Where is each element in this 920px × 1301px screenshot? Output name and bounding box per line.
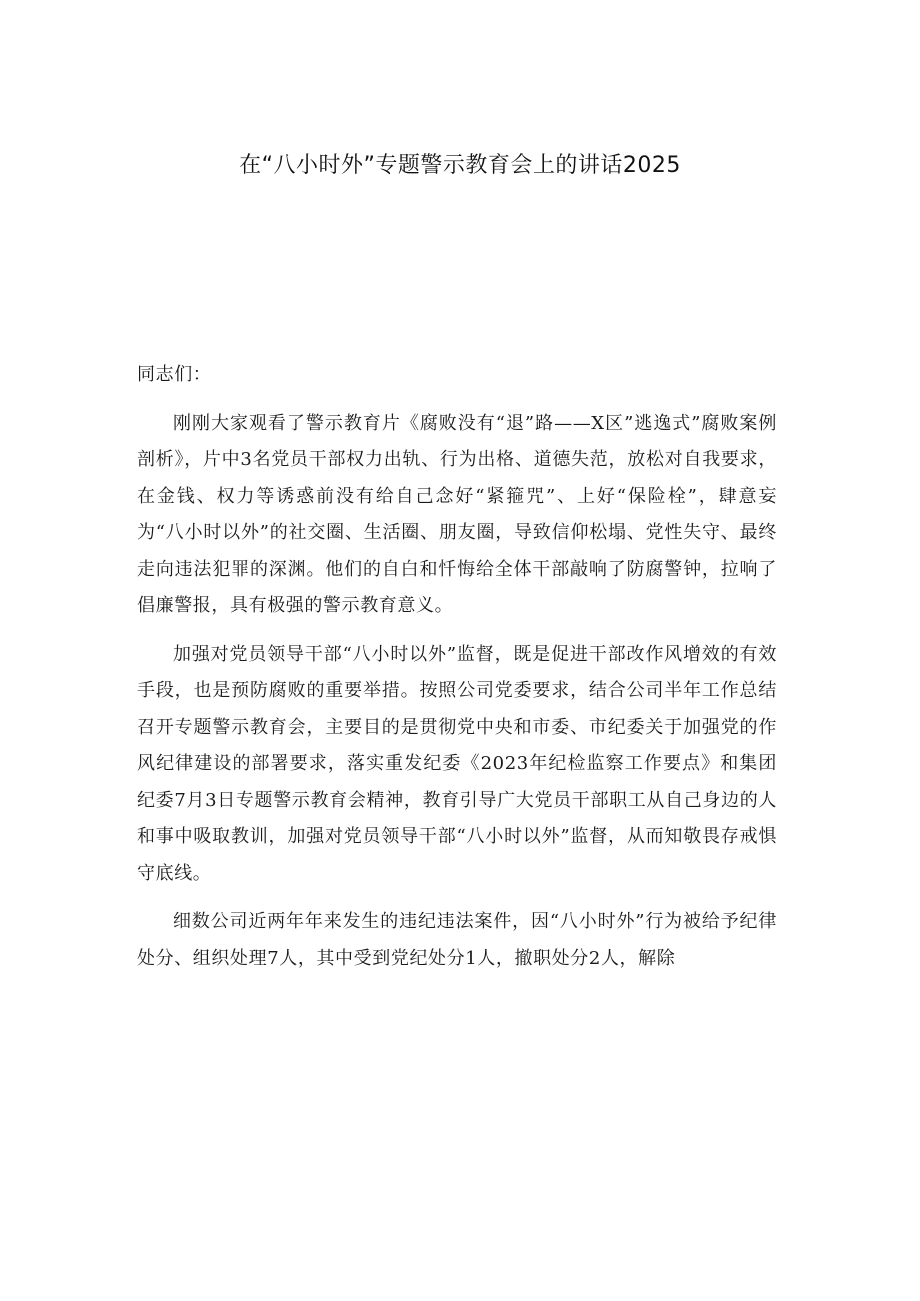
salutation: 同志们： [137,364,212,385]
document-title: 在“八小时外”专题警示教育会上的讲话2025 [239,153,681,178]
paragraph-3: 细数公司近两年年来发生的违纪违法案件，因“八小时外”行为被给予纪律处分、组织处理7人，其中受到党纪处分1人，撤职处分2人，解除 [137,911,777,969]
paragraph-2: 加强对党员领导干部“八小时以外”监督，既是促进干部改作风增效的有效手段，也是预防腐败的重要举措。按照公司党委要求，结合公司半年工作总结召开专题警示教育会，主要目的是贯彻党中央和市委、市纪委关于加强党的作风纪律建设的部署要求，落实重发纪委《2023年纪检监察工作要点》和集团纪委7月3日专题警示教育会精神，教育引导广大党员干部职工从自己身边的人和事中吸取教训，加强对党员领导干部“八小时以外”监督，从而知敬畏存戒惧守底线。 [137,643,777,884]
document-body [137,357,777,989]
paragraph-1: 刚刚大家观看了警示教育片《腐败没有“退”路——X区”逃逸式”腐败案例剖析》，片中3名党员干部权力出轨、行为出格、道德失范，放松对自我要求，在金钱、权力等诱惑前没有给自己念好“紧箍咒”、上好“保险栓”，肆意妄为“八小时以外”的社交圈、生活圈、朋友圈，导致信仰松塌、党性失守、最终走向违法犯罪的深渊。他们的自白和忏悔给全体干部敲响了防腐警钟，拉响了倡廉警报，具有极强的警示教育意义。 [137,412,777,616]
